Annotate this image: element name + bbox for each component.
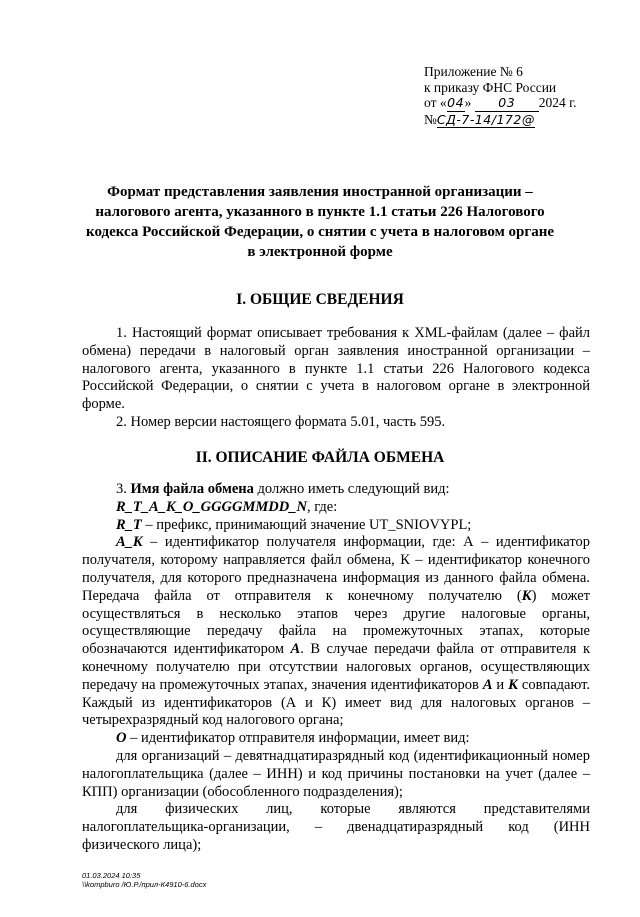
ak-a-2: А: [482, 676, 493, 693]
appendix-block: [424, 64, 624, 128]
rt-text: – префикс, принимающий значение UT_SNIOVYPL;: [141, 516, 472, 533]
order-number: СД-7-14/172@: [436, 111, 535, 127]
ak-text-2: ) может осуществляться в несколько этапов через другие налоговые органы, осуществляющие передачу файла на промежуточных этапах, которые обозначаются идентификатором: [82, 587, 590, 658]
ak-a: А: [290, 641, 301, 658]
file-footer: [82, 871, 206, 889]
rt-definition: [82, 517, 590, 535]
number-prefix: №: [424, 111, 437, 127]
filename-pattern: R_T_A_K_O_GGGGMMDD_N: [116, 498, 307, 515]
section-2-heading: II. ОПИСАНИЕ ФАЙЛА ОБМЕНА: [195, 449, 445, 466]
filename-pattern-line: [82, 499, 590, 517]
paragraph-2: 2. Номер версии настоящего формата 5.01, часть 595.: [116, 413, 446, 430]
date-mid: »: [464, 95, 472, 110]
ak-text-4: совпадают. Каждый из идентификаторов (А и К) имеет вид для налоговых органов – четырехразрядный код налогового органа;: [82, 676, 590, 729]
date-year: 2024 г.: [538, 95, 577, 110]
appendix-title: Приложение № 6: [424, 64, 523, 79]
ak-term: A_K: [116, 534, 143, 551]
ak-definition: [82, 534, 590, 730]
appendix-number: [424, 112, 624, 129]
date-month: 03: [475, 95, 539, 112]
date-prefix: от «: [424, 95, 447, 110]
individual-definition-line-2: налогоплательщика-организации, – двенадцатиразрядный код (ИНН: [82, 819, 590, 836]
individual-definition-line-1: для физических лиц, которые являются представителями: [116, 801, 590, 818]
paragraph-1: 1. Настоящий формат описывает требования к XML-файлам (далее – файл обмена) передачи в налоговый орган заявления иностранной организации – налогового агента, указанного в пункте 1.1 статьи 226 Налогового кодекса Российской Федерации, о снятии с учета в налоговом органе в электронной форме.: [82, 325, 590, 413]
o-definition: [82, 730, 590, 748]
date-day: 04: [447, 95, 465, 110]
pattern-suffix: , где:: [306, 498, 338, 515]
section-2-body: [82, 481, 590, 855]
ak-k: К: [521, 587, 532, 604]
document-title: Формат представления заявления иностранной организации – налогового агента, указанного в пункте 1.1 статьи 226 Налогового кодекса Российской Федерации, о снятии с учета в налоговом органе в электронной форме: [86, 184, 554, 260]
appendix-date: [424, 95, 624, 112]
o-term: O: [116, 730, 127, 747]
paragraph-3: [82, 481, 590, 499]
ak-text-1: – идентификатор получателя информации, где: А – идентификатор получателя, которому направляется файл обмена, К – идентификатор конечного получателя, для которого предназначена информация из данного файла обмена. Передача файла от отправителя к конечному получателю (: [82, 534, 590, 604]
rt-term: R_T: [116, 516, 142, 533]
p3-bold-term: Имя файла обмена: [130, 481, 254, 497]
section-1-heading: I. ОБЩИЕ СВЕДЕНИЯ: [236, 291, 404, 308]
appendix-order-ref: к приказу ФНС России: [424, 79, 557, 95]
footer-timestamp: 01.03.2024 10:35: [82, 871, 141, 880]
footer-filepath: \\kompburo /Ю.Р./прил-К4910-6.docx: [82, 880, 207, 889]
section-1-body: [82, 325, 590, 432]
ak-text-3: . В случае передачи файла от отправителя к конечному получателю при отсутствии налоговых органов, осуществляющих передачу на промежуточных этапах, значения идентификаторов: [82, 641, 590, 693]
ak-k-2: К: [508, 676, 518, 693]
org-definition: для организаций – девятнадцатиразрядный код (идентификационный номер налогоплательщика (далее – ИНН) и код причины постановки на учет (далее – КПП) организации (обособленного подразделения);: [82, 747, 590, 800]
p3-number: 3.: [116, 481, 131, 497]
o-text: – идентификатор отправителя информации, имеет вид:: [126, 730, 470, 747]
ak-and: и: [492, 676, 509, 693]
individual-definition-line-3: физического лица);: [82, 836, 202, 853]
p3-rest: должно иметь следующий вид:: [253, 481, 450, 497]
